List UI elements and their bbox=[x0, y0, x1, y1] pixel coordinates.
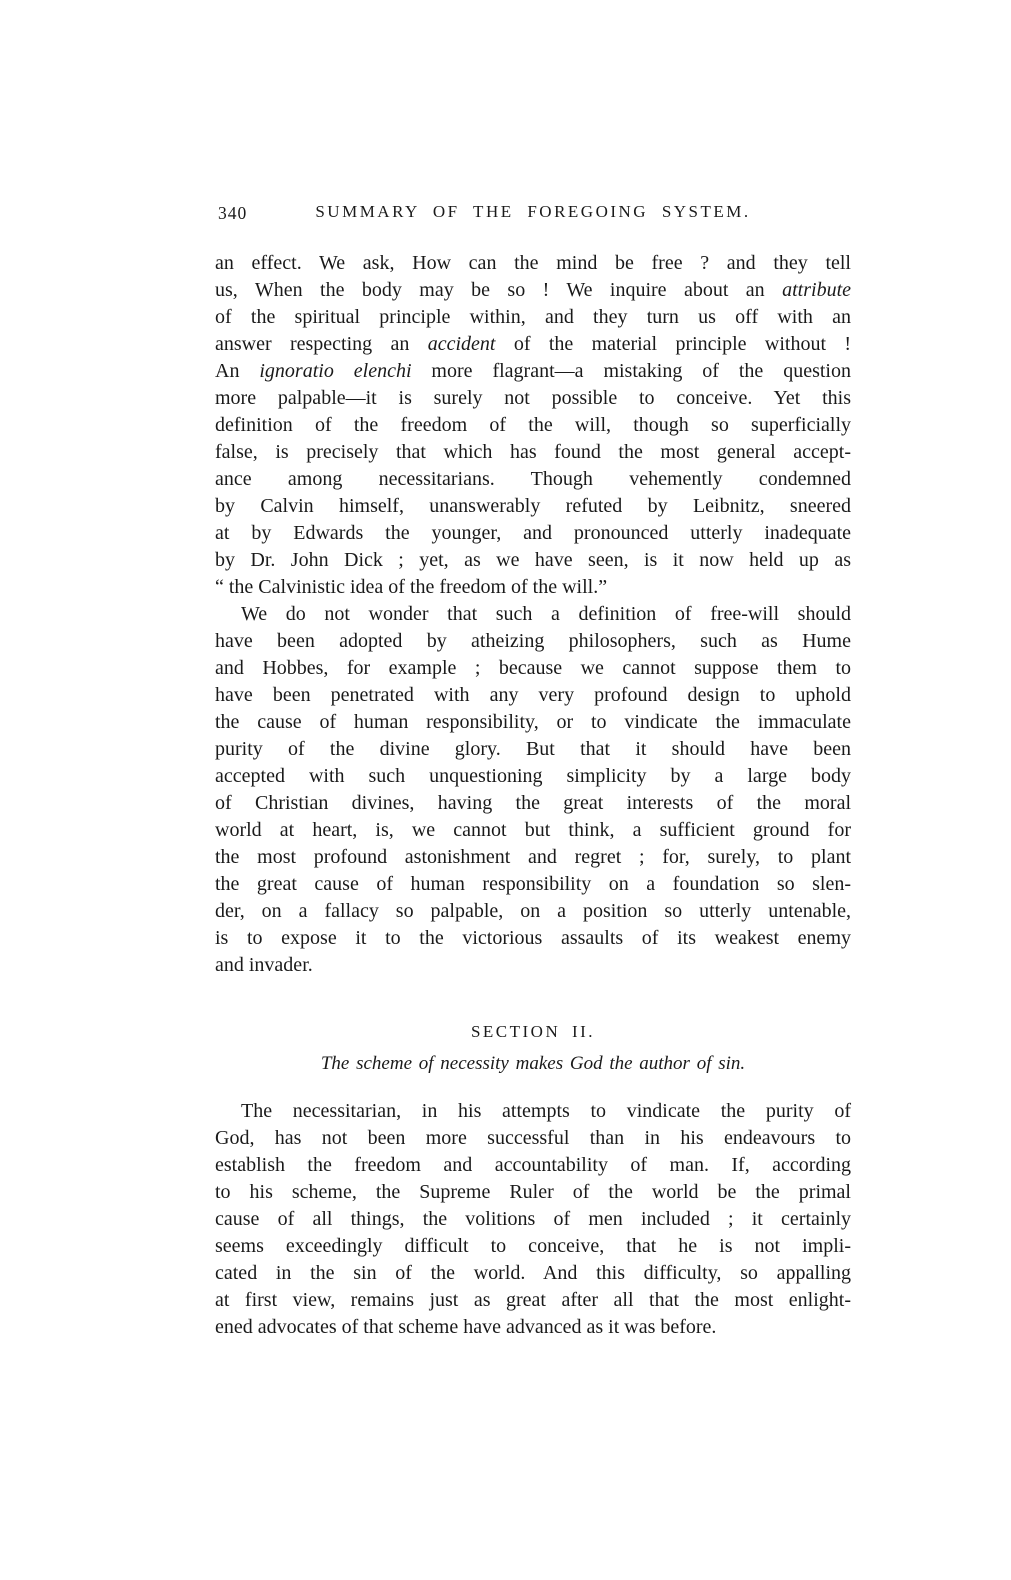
text-line: the great cause of human responsibility on a foundation so slen- bbox=[215, 873, 851, 895]
paragraph bbox=[215, 250, 851, 601]
text-line: and Hobbes, for example ; because we cannot suppose them to bbox=[215, 657, 851, 679]
text-line: an effect. We ask, How can the mind be free ? and they tell bbox=[215, 252, 851, 274]
text-line: establish the freedom and accountability of man. If, according bbox=[215, 1154, 851, 1176]
text-line: purity of the divine glory. But that it should have been bbox=[215, 738, 851, 760]
text-line: us, When the body may be so ! We inquire about an attribute bbox=[215, 279, 851, 301]
text-line: ened advocates of that scheme have advanced as it was before. bbox=[215, 1316, 717, 1338]
text-line: by Dr. John Dick ; yet, as we have seen, is it now held up as bbox=[215, 549, 851, 571]
body-text-after-section bbox=[215, 1098, 851, 1341]
section-subtitle: The scheme of necessity makes God the author of sin. bbox=[320, 1053, 746, 1074]
section-heading: SECTION II. bbox=[470, 1022, 596, 1041]
text-line: cause of all things, the volitions of men included ; it certainly bbox=[215, 1208, 851, 1230]
text-line: is to expose it to the victorious assaults of its weakest enemy bbox=[215, 927, 851, 949]
text-line: at by Edwards the younger, and pronounced utterly inadequate bbox=[215, 522, 851, 544]
text-line: definition of the freedom of the will, though so superficially bbox=[215, 414, 851, 436]
text-line: An ignoratio elenchi more flagrant—a mistaking of the question bbox=[215, 360, 851, 382]
text-line: seems exceedingly difficult to conceive, that he is not impli- bbox=[215, 1235, 851, 1257]
text-line: answer respecting an accident of the material principle without ! bbox=[215, 333, 851, 355]
italic-term: attribute bbox=[782, 279, 851, 301]
text-line: have been adopted by atheizing philosophers, such as Hume bbox=[215, 630, 851, 652]
text-line: of Christian divines, having the great interests of the moral bbox=[215, 792, 851, 814]
text-line: the cause of human responsibility, or to vindicate the immaculate bbox=[215, 711, 851, 733]
text-line: accepted with such unquestioning simplicity by a large body bbox=[215, 765, 851, 787]
text-line: ance among necessitarians. Though vehemently condemned bbox=[215, 468, 851, 490]
text-line: of the spiritual principle within, and they turn us off with an bbox=[215, 306, 851, 328]
text-line: have been penetrated with any very profound design to uphold bbox=[215, 684, 851, 706]
running-head: SUMMARY OF THE FOREGOING SYSTEM. bbox=[315, 202, 751, 221]
text-line: cated in the sin of the world. And this difficulty, so appalling bbox=[215, 1262, 851, 1284]
text-line: more palpable—it is surely not possible to conceive. Yet this bbox=[215, 387, 851, 409]
text-line: to his scheme, the Supreme Ruler of the world be the primal bbox=[215, 1181, 851, 1203]
paragraph bbox=[215, 601, 851, 979]
paragraph bbox=[215, 1098, 851, 1341]
text-line: false, is precisely that which has found the most general accept- bbox=[215, 441, 851, 463]
page-header bbox=[215, 202, 851, 222]
text-line: the most profound astonishment and regret ; for, surely, to plant bbox=[215, 846, 851, 868]
text-line: “ the Calvinistic idea of the freedom of the will.” bbox=[215, 576, 608, 598]
italic-term: accident bbox=[427, 333, 496, 355]
text-line: at first view, remains just as great after all that the most enlight- bbox=[215, 1289, 851, 1311]
page-number: 340 bbox=[218, 203, 248, 223]
text-line: and invader. bbox=[215, 954, 313, 976]
text-line: God, has not been more successful than in his endeavours to bbox=[215, 1127, 851, 1149]
italic-term: ignoratio elenchi bbox=[259, 360, 412, 382]
body-text-before-section bbox=[215, 250, 851, 979]
text-line: der, on a fallacy so palpable, on a position so utterly untenable, bbox=[215, 900, 851, 922]
text-line: by Calvin himself, unanswerably refuted by Leibnitz, sneered bbox=[215, 495, 851, 517]
text-line: The necessitarian, in his attempts to vindicate the purity of bbox=[241, 1100, 851, 1122]
text-line: We do not wonder that such a definition of free-will should bbox=[241, 603, 851, 625]
text-line: world at heart, is, we cannot but think, a sufficient ground for bbox=[215, 819, 851, 841]
